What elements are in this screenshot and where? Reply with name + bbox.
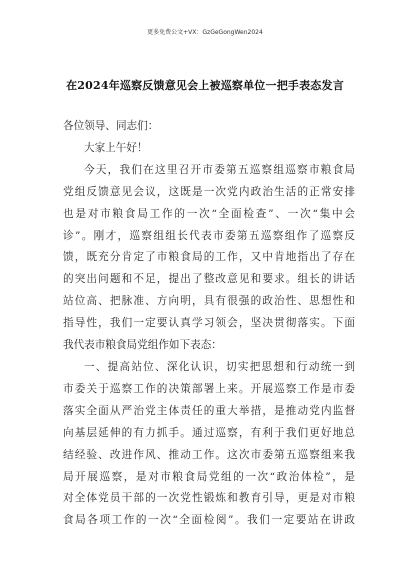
document-body (63, 116, 355, 532)
salutation: 各位领导、同志们： (63, 120, 159, 132)
body-line: 对全体党员干部的一次党性锻炼和教育引导，更是对市粮 (63, 492, 355, 505)
body-line: 我代表市粮食局党组作如下表态： (63, 339, 222, 352)
body-line: 市委关于巡察工作的决策部署上来。开展巡察工作是市委 (63, 382, 355, 395)
body-line: 一、提高站位、深化认识，切实把思想和行动统一到 (84, 360, 355, 373)
body-line: 的突出问题和不足，提出了整改意见和要求。组长的讲话 (63, 273, 355, 286)
body-line: 食局各项工作的一次“全面检阅”。我们一定要站在讲政 (63, 514, 355, 527)
body-line: 站位高、把脉准、方向明，具有很强的政治性、思想性和 (63, 295, 355, 308)
body-line: 向基层延伸的有力抓手。通过巡察，有利于我们更好地总 (63, 426, 355, 439)
body-line: 指导性，我们一定要认真学习领会，坚决贯彻落实。下面 (63, 317, 355, 330)
header-note: 更多免费公文+VX：GzGeGongWen2024 (147, 29, 263, 36)
body-line: 今天，我们在这里召开市委第五巡察组巡察市粮食局 (84, 163, 355, 176)
body-line: 诊”。刚才，巡察组组长代表市委第五巡察组作了巡察反 (63, 229, 355, 242)
body-line: 结经验、改进作风、推动工作。这次市委第五巡察组来我 (63, 448, 355, 461)
document-title: 在2024年巡察反馈意见会上被巡察单位一把手表态发言 (66, 79, 344, 92)
body-line: 也是对市粮食局工作的一次“全面检查”、一次“集中会 (63, 207, 355, 220)
body-line: 馈，既充分肯定了市粮食局的工作，又中肯地指出了存在 (63, 251, 355, 264)
body-line: 落实全面从严治党主体责任的重大举措，是推动党内监督 (63, 404, 355, 417)
body-line: 党组反馈意见会议，这既是一次党内政治生活的正常安排 (63, 185, 355, 198)
greeting: 大家上午好！ (84, 141, 148, 154)
body-line: 局开展巡察，是对市粮食局党组的一次“政治体检”，是 (63, 470, 355, 483)
